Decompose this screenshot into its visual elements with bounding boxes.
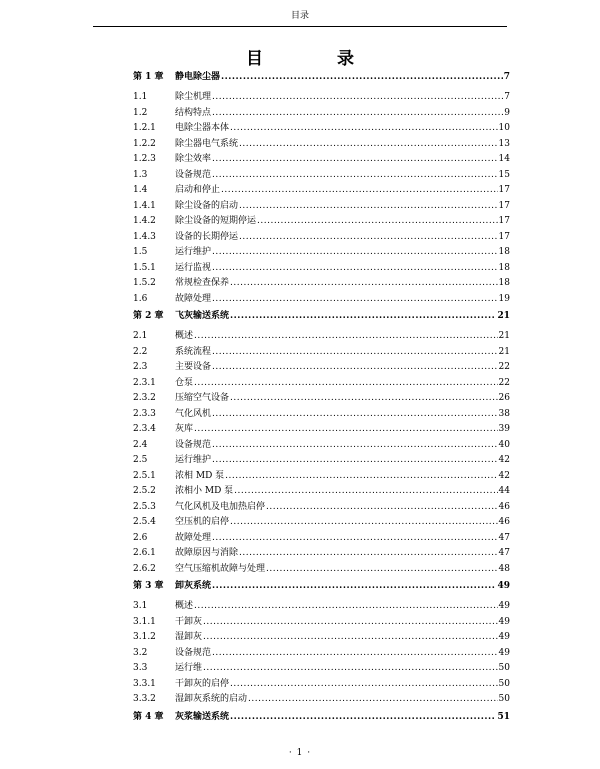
toc-entry[interactable]: [133, 484, 510, 500]
toc-entry[interactable]: [133, 661, 510, 677]
dot-leader: [203, 615, 498, 631]
toc-entry[interactable]: [133, 106, 510, 122]
toc-entry-title: 启动和停止: [175, 185, 221, 195]
toc-entry[interactable]: [133, 562, 510, 578]
toc-entry-title: 常规检查保养: [175, 278, 230, 288]
toc-entry-page: 26: [498, 393, 510, 403]
toc-entry-number: 2.3.3: [133, 408, 156, 419]
toc-entry[interactable]: [133, 214, 510, 230]
dot-leader: [230, 121, 498, 137]
toc-entry[interactable]: [133, 630, 510, 646]
dot-leader: [239, 137, 498, 153]
dot-leader: [212, 453, 498, 469]
toc-entry[interactable]: [133, 376, 510, 392]
toc-entry[interactable]: [133, 391, 510, 407]
toc-entry-title: 飞灰输送系统: [175, 311, 230, 321]
toc-entry-page: 44: [498, 486, 510, 496]
toc-entry[interactable]: [133, 531, 510, 547]
toc-entry[interactable]: [133, 329, 510, 345]
toc-entry-title: 设备规范: [175, 169, 212, 180]
dot-leader: [266, 562, 498, 578]
toc-entry-number: 1.1: [133, 92, 148, 102]
toc-entry-number: 1.4.2: [133, 216, 156, 226]
toc-entry-page: 42: [498, 470, 510, 481]
toc-entry-title: 湿卸灰系统的启动: [175, 694, 248, 704]
toc-entry-title: 主要设备: [175, 362, 212, 372]
toc-entry-page: 22: [498, 377, 510, 388]
toc-entry-title: 故障原因与消除: [175, 548, 239, 558]
toc-entry-page: 47: [498, 532, 510, 543]
dot-leader: [266, 500, 498, 516]
dot-leader: [194, 422, 498, 438]
toc-entry-title: 除尘机理: [175, 92, 212, 102]
toc-entry-page: 46: [498, 501, 510, 512]
toc-entry-title: 灰浆输送系统: [175, 711, 230, 722]
toc-entry-title: 除尘器电气系统: [175, 138, 239, 149]
toc-entry-number: 3.1.2: [133, 632, 156, 642]
toc-entry[interactable]: [133, 183, 510, 199]
dot-leader: [212, 438, 498, 454]
toc-entry-title: 浓相小 MD 泵: [175, 486, 234, 496]
toc-entry-page: 51: [497, 711, 510, 722]
dot-leader: [239, 546, 498, 562]
toc-entry[interactable]: [133, 168, 510, 184]
header-rule: [93, 26, 507, 27]
toc-entry-page: 18: [498, 262, 510, 273]
dot-leader: [212, 531, 498, 547]
toc-entry-number: 2.5.1: [133, 470, 156, 481]
toc-entry-title: 运行维护: [175, 455, 212, 465]
toc-entry-number: 3.3.2: [133, 694, 156, 704]
toc-entry-number: 2.3: [133, 362, 148, 372]
dot-leader: [230, 515, 498, 531]
toc-entry-number: 1.5: [133, 247, 148, 257]
toc-entry-number: 3.3: [133, 663, 148, 673]
dot-leader: [230, 677, 498, 693]
toc-entry-page: 39: [498, 424, 510, 434]
dot-leader: [212, 168, 498, 184]
toc-entry-page: 21: [498, 346, 510, 357]
toc-entry-page: 49: [498, 647, 510, 658]
toc-chapter-entry[interactable]: [133, 307, 510, 326]
toc-entry-title: 故障处理: [175, 293, 212, 304]
toc-entry-number: 2.6.1: [133, 548, 156, 558]
toc-entry-number: 1.6: [133, 293, 148, 304]
toc-entry-page: 49: [497, 581, 510, 591]
dot-leader: [230, 391, 498, 407]
dot-leader: [212, 360, 498, 376]
dot-leader: [194, 376, 498, 392]
dot-leader: [230, 307, 496, 326]
toc-chapter-entry[interactable]: [133, 68, 510, 87]
toc-entry-title: 灰库: [175, 424, 194, 434]
dot-leader: [212, 106, 503, 122]
toc-entry-title: 气化风机及电加热启停: [175, 501, 266, 512]
toc-entry-title: 干卸灰的启停: [175, 678, 230, 689]
dot-leader: [212, 577, 496, 596]
toc-entry-number: 1.5.2: [133, 278, 156, 288]
toc-entry-title: 运行监视: [175, 262, 212, 273]
toc-entry[interactable]: [133, 276, 510, 292]
dot-leader: [212, 292, 498, 308]
toc-entry-page: 49: [498, 601, 510, 611]
toc-entry-number: 2.6.2: [133, 563, 156, 574]
toc-entry-title: 系统流程: [175, 346, 212, 357]
toc-entry-page: 7: [503, 72, 510, 82]
toc-entry-number: 第 4 章: [133, 711, 164, 722]
toc-entry-number: 2.5: [133, 455, 148, 465]
toc-entry-page: 13: [498, 138, 510, 149]
toc-entry-number: 2.5.4: [133, 517, 156, 527]
toc-entry-number: 2.6: [133, 532, 148, 543]
toc-entry-page: 42: [498, 455, 510, 465]
toc-entry-title: 空气压缩机故障与处理: [175, 563, 266, 574]
toc-entry-number: 1.4.1: [133, 200, 156, 211]
running-header: 目录: [290, 11, 309, 21]
toc-entry[interactable]: [133, 599, 510, 615]
toc-entry-title: 湿卸灰: [175, 632, 203, 642]
toc-entry-page: 49: [498, 616, 510, 627]
toc-entry[interactable]: [133, 199, 510, 215]
toc-entry-page: 17: [498, 216, 510, 226]
toc-entry[interactable]: [133, 615, 510, 631]
toc-entry-page: 50: [498, 694, 510, 704]
toc-entry-number: 第 3 章: [133, 581, 164, 591]
toc-entry-number: 1.2.2: [133, 138, 156, 149]
toc-entry-page: 19: [498, 293, 510, 304]
toc-entry-title: 干卸灰: [175, 616, 203, 627]
toc-entry-page: 17: [498, 185, 510, 195]
toc-entry[interactable]: [133, 515, 510, 531]
toc-entry-number: 1.2.3: [133, 154, 156, 164]
toc-entry-number: 1.3: [133, 169, 148, 180]
dot-leader: [257, 214, 498, 230]
toc-entry-page: 15: [498, 169, 510, 180]
toc-entry-title: 结构特点: [175, 107, 212, 118]
toc-entry-title: 仓泵: [175, 377, 194, 388]
toc-entry-page: 10: [498, 123, 510, 133]
toc-entry-page: 17: [498, 231, 510, 242]
dot-leader: [221, 68, 503, 87]
toc-entry[interactable]: [133, 500, 510, 516]
page-number: · 1 ·: [288, 748, 312, 758]
toc-entry[interactable]: [133, 422, 510, 438]
toc-entry[interactable]: [133, 692, 510, 708]
toc-entry[interactable]: [133, 292, 510, 308]
dot-leader: [212, 152, 498, 168]
toc-entry-page: 46: [498, 517, 510, 527]
toc-entry-page: 38: [498, 408, 510, 419]
dot-leader: [194, 599, 498, 615]
dot-leader: [203, 630, 498, 646]
toc-entry-title: 设备规范: [175, 439, 212, 450]
toc-entry-number: 2.3.1: [133, 377, 156, 388]
toc-entry-number: 1.5.1: [133, 262, 156, 273]
toc-entry[interactable]: [133, 407, 510, 423]
toc-entry-page: 14: [498, 154, 510, 164]
toc-entry-title: 卸灰系统: [175, 581, 212, 591]
toc-entry[interactable]: [133, 677, 510, 693]
table-of-contents: [133, 68, 510, 727]
toc-entry-title: 浓相 MD 泵: [175, 470, 225, 481]
toc-entry[interactable]: [133, 121, 510, 137]
toc-entry-number: 3.1.1: [133, 616, 156, 627]
toc-entry-title: 运行维: [175, 663, 203, 673]
toc-entry-number: 第 2 章: [133, 311, 164, 321]
toc-entry-number: 2.2: [133, 346, 148, 357]
page-title: 目 录: [246, 49, 388, 69]
toc-entry-page: 49: [498, 632, 510, 642]
toc-entry-page: 9: [504, 107, 510, 118]
toc-chapter-entry[interactable]: [133, 577, 510, 596]
toc-entry[interactable]: [133, 360, 510, 376]
dot-leader: [239, 230, 498, 246]
toc-entry-title: 概述: [175, 601, 194, 611]
toc-entry-title: 空压机的启停: [175, 517, 230, 527]
toc-entry[interactable]: [133, 546, 510, 562]
dot-leader: [225, 469, 497, 485]
toc-entry-page: 47: [498, 548, 510, 558]
toc-entry-title: 静电除尘器: [175, 72, 221, 82]
toc-entry-number: 3.1: [133, 601, 148, 611]
toc-entry[interactable]: [133, 245, 510, 261]
toc-entry-page: 50: [498, 663, 510, 673]
toc-entry-number: 2.5.3: [133, 501, 156, 512]
toc-entry-title: 电除尘器本体: [175, 123, 230, 133]
toc-entry-number: 2.3.2: [133, 393, 156, 403]
toc-entry-page: 18: [498, 278, 510, 288]
toc-entry-title: 设备规范: [175, 647, 212, 658]
dot-leader: [212, 345, 498, 361]
dot-leader: [212, 90, 503, 106]
toc-entry-number: 1.4.3: [133, 231, 156, 242]
toc-entry-title: 除尘设备的启动: [175, 200, 239, 211]
toc-entry-page: 40: [498, 439, 510, 450]
toc-entry-number: 1.2: [133, 107, 148, 118]
dot-leader: [248, 692, 498, 708]
toc-entry-page: 48: [498, 563, 510, 574]
toc-entry-number: 1.2.1: [133, 123, 156, 133]
dot-leader: [212, 646, 498, 662]
dot-leader: [234, 484, 497, 500]
toc-entry[interactable]: [133, 646, 510, 662]
toc-entry[interactable]: [133, 230, 510, 246]
toc-entry-number: 2.5.2: [133, 486, 156, 496]
toc-entry-page: 22: [498, 362, 510, 372]
toc-entry-title: 气化风机: [175, 408, 212, 419]
toc-entry[interactable]: [133, 453, 510, 469]
toc-entry-page: 17: [498, 200, 510, 211]
toc-entry[interactable]: [133, 152, 510, 168]
toc-entry-page: 18: [498, 247, 510, 257]
toc-entry[interactable]: [133, 438, 510, 454]
toc-entry[interactable]: [133, 469, 510, 485]
toc-entry-page: 21: [498, 331, 510, 341]
toc-entry[interactable]: [133, 90, 510, 106]
toc-entry[interactable]: [133, 137, 510, 153]
toc-entry-page: 50: [498, 678, 510, 689]
toc-entry-title: 概述: [175, 331, 194, 341]
dot-leader: [230, 276, 498, 292]
toc-entry-number: 2.4: [133, 439, 148, 450]
toc-entry-title: 设备的长期停运: [175, 231, 239, 242]
dot-leader: [212, 261, 498, 277]
toc-entry[interactable]: [133, 345, 510, 361]
toc-entry-number: 3.2: [133, 647, 148, 658]
toc-entry-title: 除尘设备的短期停运: [175, 216, 257, 226]
toc-entry-page: 7: [504, 92, 510, 102]
dot-leader: [212, 245, 498, 261]
toc-entry-number: 2.1: [133, 331, 148, 341]
dot-leader: [194, 329, 498, 345]
toc-entry-title: 除尘效率: [175, 154, 212, 164]
dot-leader: [221, 183, 498, 199]
toc-entry-title: 故障处理: [175, 532, 212, 543]
dot-leader: [239, 199, 498, 215]
toc-entry-number: 3.3.1: [133, 678, 156, 689]
toc-entry-title: 运行维护: [175, 247, 212, 257]
dot-leader: [203, 661, 498, 677]
toc-entry-number: 第 1 章: [133, 72, 164, 82]
toc-entry-page: 21: [497, 311, 510, 321]
toc-entry[interactable]: [133, 261, 510, 277]
dot-leader: [212, 407, 498, 423]
toc-chapter-entry[interactable]: [133, 708, 510, 727]
toc-entry-number: 1.4: [133, 185, 148, 195]
toc-entry-number: 2.3.4: [133, 424, 156, 434]
dot-leader: [230, 708, 496, 727]
toc-entry-title: 压缩空气设备: [175, 393, 230, 403]
